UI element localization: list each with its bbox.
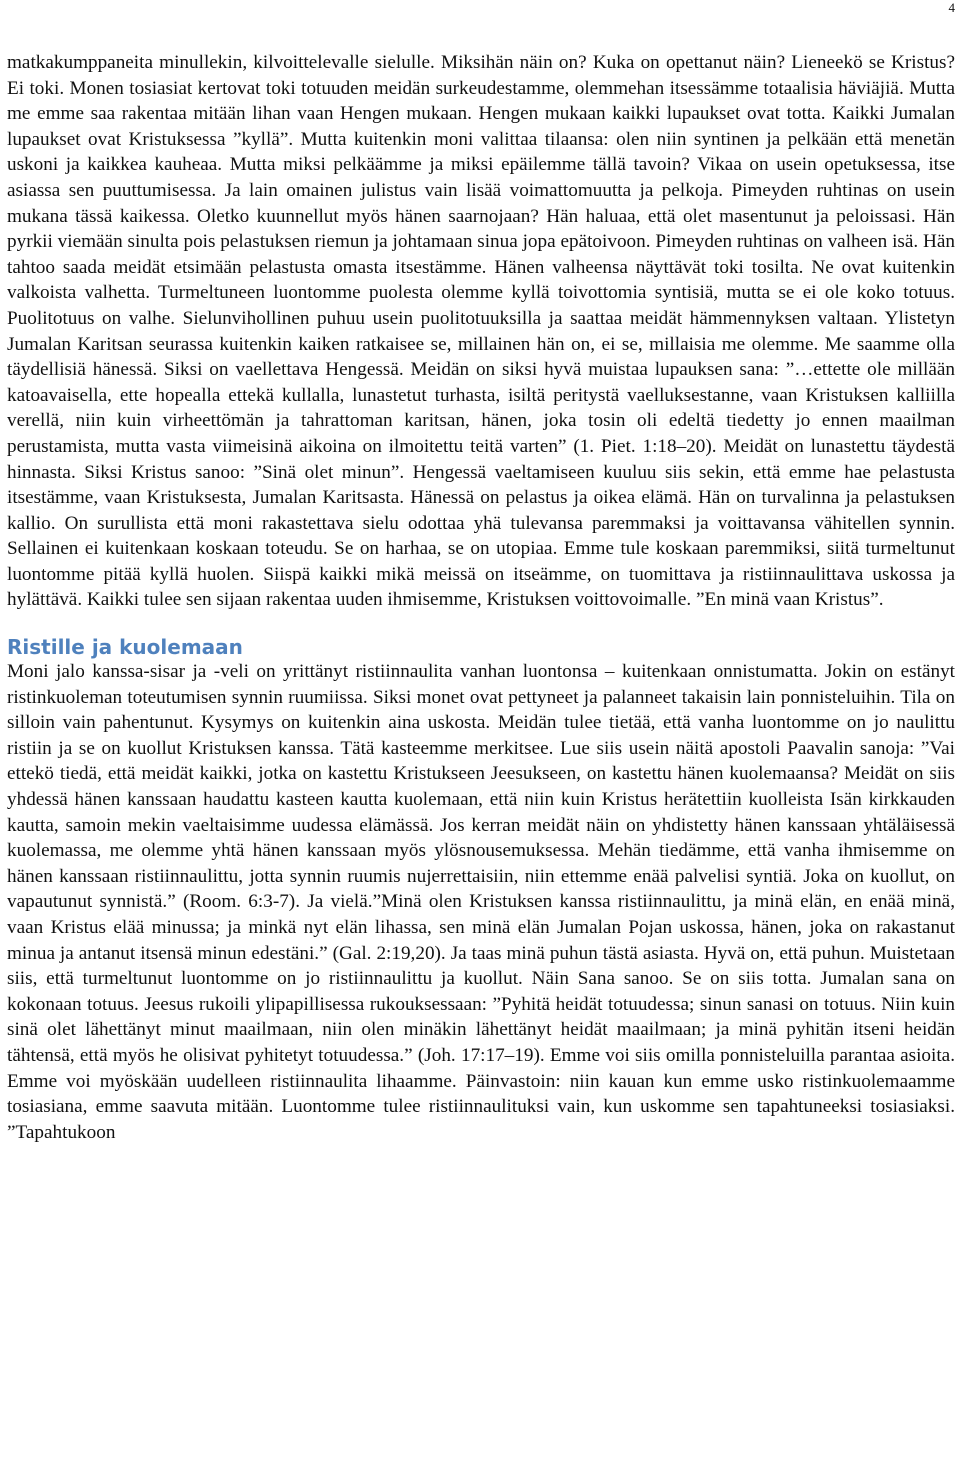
section-heading: Ristille ja kuolemaan <box>7 635 243 660</box>
body-paragraph: matkakumppaneita minullekin, kilvoittelevalle sielulle. Miksihän näin on? Kuka on opettanut näin? Lieneekö se Kristus? Ei toki. Monen tosiasiat kertovat toki totuuden meidän surkeudestamme, olemmehan itsessämme totaalisia häviäjiä. Mutta me emme saa rakentaa mitään lihan vaan Hengen mukaan. Hengen mukaan kaikki lupaukset ovat totta. Kaikki Jumalan lupaukset ovat Kristuksessa ”kyllä”. Mutta kuitenkin moni valittaa tilaansa: olen niin syntinen ja pelkään että menetän uskoni ja kaikkea kauheaa. Mutta miksi pelkäämme ja miksi epäilemme tällä tavoin? Vikaa on usein opetuksessa, itse asiassa sen puuttumisessa. Ja lain omainen julistus vain lisää voimattomuutta ja pelkoja. Pimeyden ruhtinas on usein mukana tässä kaikessa. Oletko kuunnellut myös hänen saarnojaan? Hän haluaa, että olet masentunut ja peloissasi. Hän pyrkii viemään sinulta pois pelastuksen riemun ja johtamaan sinua jopa epätoivoon. Pimeyden ruhtinas on valheen isä. Hän tahtoo saada meidät etsimään pelastusta omasta itsestämme. Hänen valheensa näyttävät toki tosilta. Ne ovat kuitenkin valkoista valhetta. Turmeltuneen luontomme puolesta olemme kyllä toivottomia syntisiä, mutta se ei ole koko totuus. Puolitotuus on valhe. Sielunvihollinen puhuu usein puolitotuuksilla ja saattaa meidät hämmennyksen valtaan. Ylistetyn Jumalan Karitsan seurassa kuitenkin kaiken ratkaisee se, millainen hän on, ei se, millaisia me olemme. Me saamme olla täydellisiä hänessä. Siksi on vaellettava Hengessä. Meidän on siksi hyvä muistaa lupauksen sana: ”…ettette ole millään katoavaisella, ette hopealla ettekä kullalla, lunastetut turhasta, isiltä peritystä vaelluksestanne, vaan Kristuksen kalliilla verellä, niin kuin virheettömän ja tahrattoman karitsan, hänen, joka tosin oli edeltä tiedetty jo ennen maailman perustamista, mutta vasta viimeisinä aikoina on ilmoitettu teitä varten” (1. Piet. 1:18–20). Meidät on lunastettu täydestä hinnasta. Siksi Kristus sanoo: ”Sinä olet minun”. Hengessä vaeltamiseen kuuluu siis sekin, että emme hae pelastusta itsestämme, vaan Kristuksesta, Jumalan Karitsasta. Hänessä on pelastus ja oikea elämä. Hän on turvalinna ja pelastuksen kallio. On surullista että moni rakastettava sielu odottaa yhä tulevansa paremmaksi ja voittavansa vähitellen synnin. Sellainen ei kuitenkaan koskaan toteudu. Se on harhaa, se on utopiaa. Emme tule koskaan paremmiksi, siitä turmeltunut luontomme pitää kyllä huolen. Siispä kaikki mikä meissä on itseämme, on tuomittava ja ristiinnaulittava uskossa ja hylättävä. Kaikki tulee sen sijaan rakentaa uuden ihmisemme, Kristuksen voittovoimalle. ”En minä vaan Kristus”. <box>7 52 955 611</box>
page-number: 4 <box>948 0 955 15</box>
body-paragraph: Moni jalo kanssa-sisar ja -veli on yrittänyt ristiinnaulita vanhan luontonsa – kuitenkaan onnistumatta. Jokin on estänyt ristinkuoleman toteutumisen synnin ruumiissa. Siksi monet ovat pettyneet ja palanneet takaisin lain ponnisteluihin. Tila on silloin vain pahentunut. Kysymys on kuitenkin aina uskosta. Meidän tulee tietää, että vanha luontomme on jo naulittu ristiin ja se on kuollut Kristuksen kanssa. Tätä kasteemme merkitsee. Lue siis usein näitä apostoli Paavalin sanoja: ”Vai ettekö tiedä, että meidät kaikki, jotka on kastettu Kristukseen Jeesukseen, on kastettu hänen kuolemaansa? Meidät on siis yhdessä hänen kanssaan haudattu kasteen kautta kuolemaan, että niin kuin Kristus herätettiin kuolleista Isän kirkkauden kautta, samoin mekin vaeltaisimme uudessa elämässä. Jos kerran meidät näin on yhdistetty hänen kanssaan yhtäläisessä kuolemassa, me olemme yhtä hänen kanssaan myös ylösnousemuksessa. Mehän tiedämme, että vanha ihmisemme on hänen kanssaan ristiinnaulittu, jotta synnin ruumis nujerrettaisiin, niin ettemme enää palvelisi syntiä. Joka on kuollut, on vapautunut synnistä.” (Room. 6:3-7). Ja vielä.”Minä olen Kristuksen kanssa ristiinnaulittu, ja minä elän, en enää minä, vaan Kristus elää minussa; ja minkä nyt elän lihassa, sen minä elän Jumalan Pojan uskossa, hänen, joka on rakastanut minua ja antanut itsensä minun edestäni.” (Gal. 2:19,20). Ja taas minä puhun tästä asiasta. Hyvä on, että puhun. Muistetaan siis, että turmeltunut luontomme on jo ristiinnaulittu ja kuollut. Näin Sana sanoo. Se on siis totta. Jumalan sana on kokonaan totuus. Jeesus rukoili ylipapillisessa rukouksessaan: ”Pyhitä heidät totuudessa; sinun sanasi on totuus. Niin kuin sinä olet lähettänyt minut maailmaan, niin olen minäkin lähettänyt heidät maailmaan; ja minä pyhitän itseni heidän tähtensä, että myös he olisivat pyhitetyt totuudessa.” (Joh. 17:17–19). Emme voi siis omilla ponnisteluilla parantaa asioita. Emme voi myöskään uudelleen ristiinnaulita lihaamme. Päinvastoin: niin kauan kun emme usko ristinkuolemaamme tosiasiana, emme saavuta mitään. Luontomme tulee ristiinnaulituksi vain, kun uskomme sen tapahtuneeksi tosiasiaksi. ”Tapahtukoon <box>7 661 955 1143</box>
document-page <box>7 50 955 1145</box>
